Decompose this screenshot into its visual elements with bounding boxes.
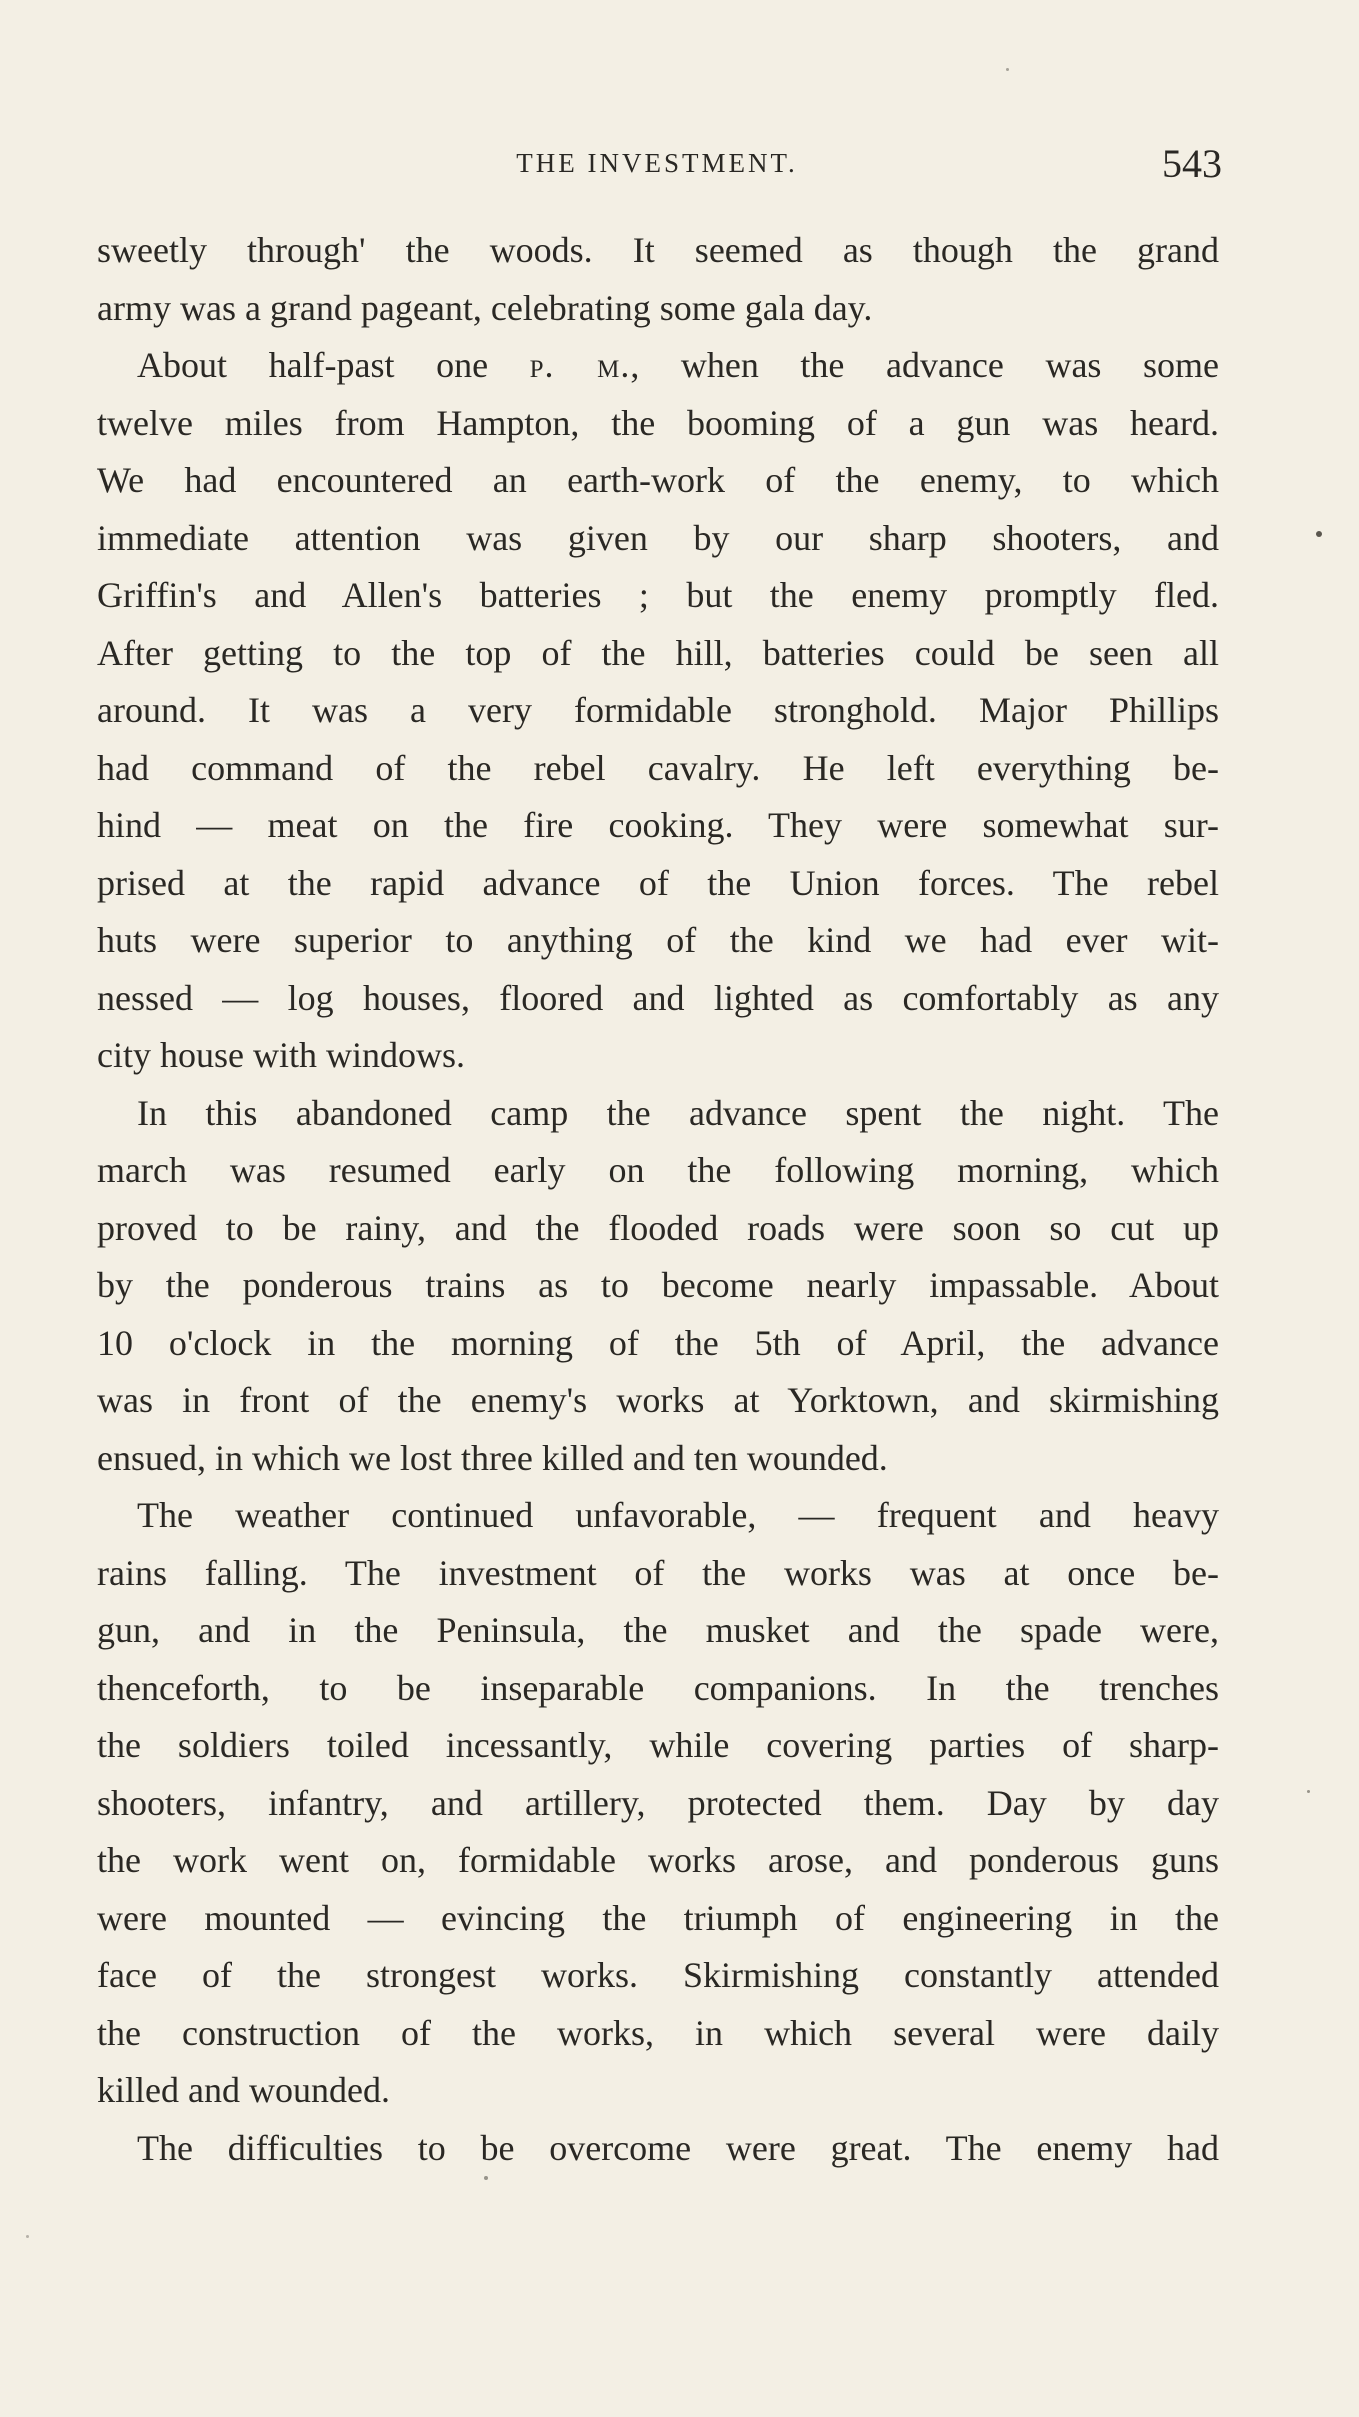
text-line: About half-past one p. m., when the advance was some	[137, 345, 1219, 385]
text-line: the work went on, formidable works arose, and ponderous guns	[97, 1840, 1219, 1880]
print-speck	[26, 2235, 29, 2238]
text-line: rains falling. The investment of the works was at once be-	[97, 1552, 1219, 1593]
text-line: nessed — log houses, floored and lighted as comfortably as any	[97, 977, 1219, 1018]
time-abbreviation: p. m.	[529, 345, 631, 385]
text-line: face of the strongest works. Skirmishing constantly attended	[97, 1955, 1219, 1995]
text-line: huts were superior to anything of the kind we had ever wit-	[97, 920, 1219, 960]
text-line: gun, and in the Peninsula, the musket and the spade were,	[97, 1610, 1219, 1650]
text-line: were mounted — evincing the triumph of engineering in the	[97, 1897, 1219, 1938]
print-speck	[1307, 1790, 1310, 1793]
running-head	[92, 140, 1222, 190]
text-line: by the ponderous trains as to become nearly impassable. About	[97, 1265, 1219, 1305]
text-line: The weather continued unfavorable, — frequent and heavy	[137, 1495, 1219, 1535]
text-line: was in front of the enemy's works at Yorktown, and skirmishing	[97, 1380, 1219, 1420]
text-line: ensued, in which we lost three killed and ten wounded.	[97, 1437, 888, 1478]
text-line: shooters, infantry, and artillery, protected them. Day by day	[97, 1782, 1219, 1823]
text-line: The difficulties to be overcome were great. The enemy had	[137, 2127, 1219, 2168]
text-line: the construction of the works, in which several were daily	[97, 2012, 1219, 2053]
text-line: 10 o'clock in the morning of the 5th of April, the advance	[97, 1322, 1219, 1363]
text-line: We had encountered an earth-work of the enemy, to which	[97, 460, 1219, 500]
text-line: immediate attention was given by our sharp shooters, and	[97, 517, 1219, 558]
running-title: THE INVESTMENT.	[516, 148, 798, 178]
text-line: hind — meat on the fire cooking. They were somewhat sur-	[97, 805, 1219, 845]
text-line: the soldiers toiled incessantly, while covering parties of sharp-	[97, 1725, 1219, 1765]
text-line: proved to be rainy, and the flooded roads were soon so cut up	[97, 1207, 1219, 1248]
text-line: twelve miles from Hampton, the booming of a gun was heard.	[97, 402, 1219, 443]
text-line: Griffin's and Allen's batteries ; but the enemy promptly fled.	[97, 575, 1219, 615]
print-speck	[1316, 531, 1322, 537]
print-speck	[1006, 68, 1009, 71]
text-line: march was resumed early on the following morning, which	[97, 1150, 1219, 1190]
text-line: After getting to the top of the hill, batteries could be seen all	[97, 632, 1219, 673]
text-line: In this abandoned camp the advance spent the night. The	[137, 1092, 1219, 1133]
print-speck	[484, 2176, 488, 2180]
text-line: city house with windows.	[97, 1035, 465, 1075]
text-line: prised at the rapid advance of the Union forces. The rebel	[97, 862, 1219, 903]
text-line: thenceforth, to be inseparable companions. In the trenches	[97, 1667, 1219, 1708]
text-line: army was a grand pageant, celebrating some gala day.	[97, 287, 873, 328]
page-number: 543	[1162, 141, 1222, 186]
text-line: had command of the rebel cavalry. He left everything be-	[97, 747, 1219, 788]
text-line: killed and wounded.	[97, 2070, 390, 2110]
text-line: sweetly through' the woods. It seemed as though the grand	[97, 230, 1219, 270]
body-text	[97, 222, 1219, 2177]
text-line: around. It was a very formidable stronghold. Major Phillips	[97, 690, 1219, 730]
